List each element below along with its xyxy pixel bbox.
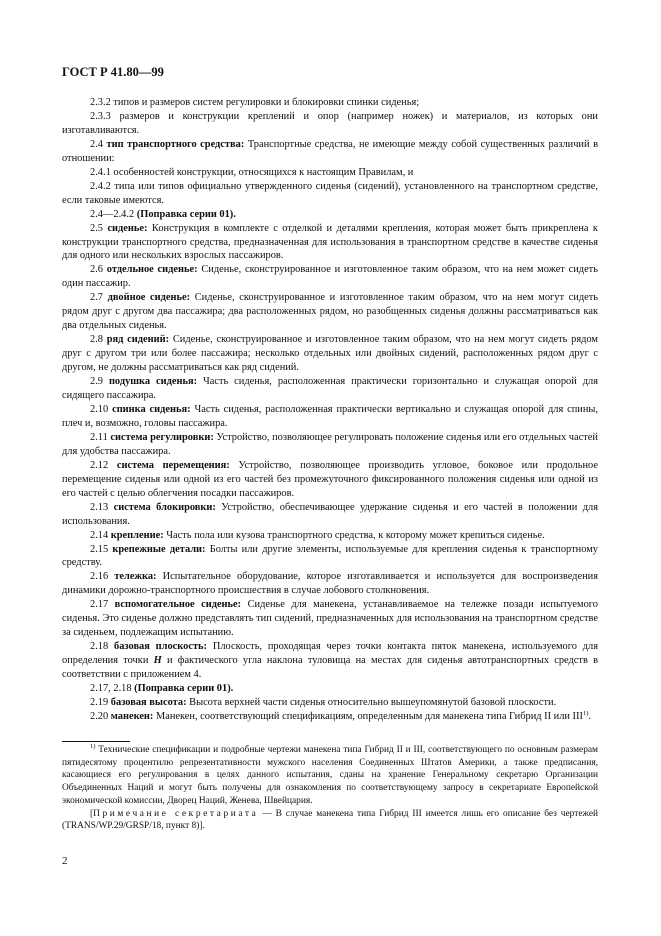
paragraph-text: 2.3.3 размеров и конструкции креплений и опор (например ножек) и материалов, из которых они изготавливаются. — [62, 110, 598, 136]
paragraph-2-12 — [62, 459, 598, 501]
amendment-note — [62, 682, 598, 696]
clause-number: 2.15 — [90, 543, 109, 555]
note-label: Примечание секретариата — [93, 808, 259, 819]
clause-number: 2.14 — [90, 529, 109, 541]
clause-number: 2.16 — [90, 571, 109, 583]
paragraph-2-6 — [62, 263, 598, 291]
clause-number: 2.5 — [90, 222, 103, 234]
paragraph-2-14 — [62, 529, 598, 543]
definition: Часть сиденья, расположенная практически горизонтально и служащая опорой для сидящего пассажира. — [62, 376, 598, 402]
clause-number: 2.13 — [90, 501, 109, 513]
paragraph-2-7 — [62, 291, 598, 333]
term: спинка сиденья: — [112, 403, 191, 415]
paragraph-2-18 — [62, 640, 598, 682]
clause-number: 2.6 — [90, 264, 103, 276]
paragraph-2-4-2 — [62, 180, 598, 208]
amendment-label: (Поправка серии 01). — [134, 683, 234, 695]
definition: Транспортные средства, не имеющие между собой существенных различий в отношении: — [62, 138, 598, 164]
amendment-note — [62, 208, 598, 222]
definition: Часть пола или кузова транспортного средства, к которому может крепиться сиденье. — [166, 529, 545, 541]
definition: Высота верхней части сиденья относительно вышеупомянутой базовой плоскости. — [189, 696, 557, 708]
term: система регулировки: — [110, 431, 214, 443]
clause-number: 2.20 — [90, 710, 109, 722]
definition: Манекен, соответствующий спецификациям, определенным для манекена типа Гибрид II или III — [156, 710, 583, 722]
clause-number: 2.10 — [90, 403, 109, 415]
footnote-1 — [62, 744, 598, 808]
paragraph-2-15 — [62, 543, 598, 571]
term: вспомогательное сиденье: — [114, 599, 242, 611]
footnote-marker: 1) — [90, 743, 96, 750]
definition: Сиденье, сконструированное и изготовленное таким образом, что на нем могут сидеть рядом друг с другом три или более пассажира; несколько отдельных или двойных сидений, расположенных рядом друг с другом, не должны рассматриваться как ряд сидений. — [62, 334, 598, 374]
definition: Часть сиденья, расположенная практически вертикально и служащая опорой для спины, плеч и, возможно, головы пассажира. — [62, 403, 598, 429]
term: крепежные детали: — [112, 543, 206, 555]
definition: Устройство, позволяющее регулировать положение сиденья или его отдельных частей для удобства пассажира. — [62, 431, 598, 457]
paragraph-2-17 — [62, 598, 598, 640]
definition: Сиденье, сконструированное и изготовленное таким образом, что на нем может сидеть один пассажир. — [62, 264, 598, 290]
page-number: 2 — [62, 855, 68, 867]
paragraph-2-5 — [62, 222, 598, 264]
definition: Испытательное оборудование, которое изготавливается и используется для воспроизведения динамики дорожно-транспортного происшествия в случае лобового столкновения. — [62, 571, 598, 597]
term: манекен: — [110, 710, 154, 722]
definition: Болты или другие элементы, используемые для крепления сиденья к транспортному средству. — [62, 543, 598, 569]
clause-number: 2.12 — [90, 459, 109, 471]
amendment-label: (Поправка серии 01). — [136, 208, 236, 220]
clause-number: 2.4—2.4.2 — [90, 208, 135, 220]
definition: Плоскость, проходящая через точки контакта пяток манекена, используемого для определения точки — [62, 641, 599, 667]
paragraph-2-4-1 — [62, 166, 598, 180]
definition: Сиденье, сконструированное и изготовленное таким образом, что на нем могут сидеть рядом друг с другом два пассажира; два расположенных рядом, но разобщенных сиденья должны рассматриваться как два отдельных сиденья. — [62, 292, 599, 332]
paragraph-text: 2.4.2 типа или типов официально утвержденного сиденья (сидений), установленного на транспортном средстве, если таковые имеются. — [62, 180, 598, 206]
punctuation: . — [588, 710, 591, 722]
paragraph-2-19 — [62, 696, 598, 710]
paragraph-2-4 — [62, 138, 598, 166]
secretariat-note — [62, 808, 598, 833]
note-text: — В случае манекена типа Гибрид III имеется лишь его описание без чертежей (TRANS/WP.29/GRSP/18, пункт 8)]. — [62, 808, 599, 832]
term: тип транспортного средства: — [106, 138, 245, 150]
bracket: [ — [90, 808, 94, 819]
term: сиденье: — [107, 222, 148, 234]
definition: Сиденье для манекена, устанавливаемое на тележке позади испытуемого сиденья. Это сиденье должно представлять тип сидений, предназначенных для использования на транспортном средстве за сиденьем, подлежащим испытанию. — [62, 599, 598, 639]
clause-number: 2.11 — [90, 431, 108, 443]
paragraph-2-13 — [62, 501, 598, 529]
definition: Конструкция в комплекте с отделкой и деталями крепления, которая может быть прикреплена к конструкции транспортного средства, предназначенная для использования в транспортном средстве в качестве сиденья для одного или нескольких взрослых пассажиров. — [62, 222, 598, 262]
term: система блокировки: — [113, 501, 216, 513]
term: тележка: — [114, 571, 157, 583]
clause-number: 2.4 — [90, 138, 103, 150]
paragraph-text: 2.3.2 типов и размеров систем регулировки и блокировки спинки сиденья; — [90, 97, 420, 108]
term: двойное сиденье: — [107, 292, 191, 304]
term: базовая высота: — [110, 696, 187, 708]
document-header: ГОСТ Р 41.80—99 — [62, 65, 164, 79]
definition: Устройство, позволяющее производить угловое, боковое или продольное перемещение сиденья или одной из его частей без промежуточного фиксированного положения сиденья или одной из его частей с целью облегчения посадки пассажиров. — [62, 459, 598, 499]
term: отдельное сиденье: — [106, 264, 198, 276]
footnote-ref[interactable]: 1) — [582, 709, 589, 717]
paragraph-2-3-2 — [62, 96, 598, 110]
paragraph-2-3-3 — [62, 110, 598, 138]
paragraph-text: 2.4.1 особенностей конструкции, относящихся к настоящим Правилам, и — [90, 166, 414, 178]
term: система перемещения: — [116, 459, 230, 471]
clause-number: 2.8 — [90, 334, 103, 346]
clause-number: 2.17 — [90, 599, 109, 611]
clause-number: 2.9 — [90, 376, 103, 388]
paragraph-2-20 — [62, 710, 598, 724]
paragraph-2-9 — [62, 375, 598, 403]
term: базовая плоскость: — [114, 641, 208, 653]
clause-number: 2.17, 2.18 — [90, 683, 132, 695]
paragraph-2-16 — [62, 570, 598, 598]
clause-number: 2.7 — [90, 292, 103, 304]
point-h-symbol: H — [153, 655, 162, 667]
definition-cont: и фактического угла наклона туловища на местах для сиденья автотранспортных средств в соответствии с приложением 4. — [62, 655, 598, 681]
document-body — [62, 96, 598, 724]
term: крепление: — [110, 529, 164, 541]
definition: Устройство, обеспечивающее удержание сиденья и его частей в положении для использования. — [62, 501, 598, 527]
paragraph-2-10 — [62, 403, 598, 431]
clause-number: 2.19 — [90, 696, 109, 708]
footnote-text: Технические спецификации и подробные чертежи манекена типа Гибрид II и III, соответствующего по основным размерам пятидесятому процентилю репрезентативности мужского населения Соединенных Штатов Америки, а также предписания, касающиеся его регулирования в целях данного испытания, сданы на хранение Генеральному секретарю Организации Объединенных Наций и могут быть получены для ознакомления по соответствующему запросу в секретариате Европейской экономической комиссии, Дворец Наций, Женева, Швейцария. — [62, 745, 598, 806]
term: подушка сиденья: — [108, 376, 198, 388]
footnotes — [62, 744, 598, 833]
paragraph-2-8 — [62, 333, 598, 375]
clause-number: 2.18 — [90, 641, 109, 653]
term: ряд сидений: — [106, 334, 170, 346]
paragraph-2-11 — [62, 431, 598, 459]
footnote-divider — [62, 741, 130, 742]
